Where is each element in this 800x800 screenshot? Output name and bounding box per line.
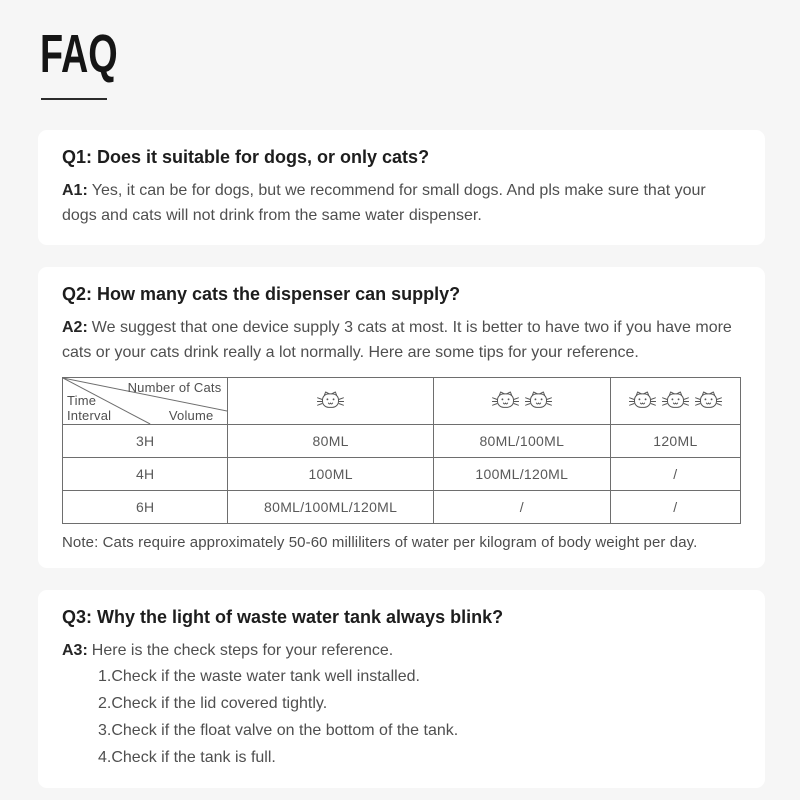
table-row bbox=[63, 425, 741, 458]
header-one-cat bbox=[228, 378, 433, 425]
cell-interval: 6H bbox=[63, 491, 228, 524]
answer-prefix-q1: A1: bbox=[62, 182, 88, 199]
supply-reference-table bbox=[62, 377, 741, 524]
faq-card-q3 bbox=[38, 590, 765, 788]
answer-text-q2: We suggest that one device supply 3 cats at most. It is better to have two if you have more cats or your cats drink really a lot normally. Here are some tips for your reference. bbox=[62, 319, 732, 361]
faq-card-q2 bbox=[38, 267, 765, 568]
cell-value: 80ML bbox=[228, 425, 433, 458]
cell-interval: 4H bbox=[63, 458, 228, 491]
table-row bbox=[63, 458, 741, 491]
question-q2: Q2: How many cats the dispenser can supply? bbox=[62, 284, 461, 304]
check-step: 3.Check if the float valve on the bottom of the tank. bbox=[98, 722, 459, 739]
faq-card-list bbox=[38, 130, 765, 788]
answer-prefix-q2: A2: bbox=[62, 319, 88, 336]
question-q3: Q3: Why the light of waste water tank always blink? bbox=[62, 607, 504, 627]
check-step: 1.Check if the waste water tank well installed. bbox=[98, 668, 420, 685]
cell-value: 120ML bbox=[610, 425, 740, 458]
header-two-cats bbox=[433, 378, 610, 425]
cat-face-icon bbox=[317, 391, 344, 412]
answer-q1 bbox=[62, 178, 741, 228]
page-title: FAQ bbox=[40, 24, 118, 84]
answer-prefix-q3: A3: bbox=[62, 642, 88, 659]
corner-label-number-of-cats: Number of Cats bbox=[127, 380, 222, 395]
cell-value: 80ML/100ML/120ML bbox=[228, 491, 433, 524]
answer-q3 bbox=[62, 638, 741, 663]
table-row bbox=[63, 491, 741, 524]
corner-label-interval: Interval bbox=[67, 408, 112, 423]
cell-value: / bbox=[433, 491, 610, 524]
title-underline bbox=[41, 98, 107, 100]
cat-face-icon bbox=[492, 391, 519, 412]
cat-face-icon bbox=[662, 391, 689, 412]
cell-value: 80ML/100ML bbox=[433, 425, 610, 458]
table-corner-cell bbox=[63, 378, 228, 425]
table-header-row bbox=[63, 378, 741, 425]
answer-q2 bbox=[62, 315, 741, 365]
check-step: 2.Check if the lid covered tightly. bbox=[98, 695, 328, 712]
faq-card-q1 bbox=[38, 130, 765, 245]
cell-value: 100ML bbox=[228, 458, 433, 491]
answer-text-q3: Here is the check steps for your reference. bbox=[91, 642, 394, 659]
cell-value: / bbox=[610, 458, 740, 491]
cell-value: / bbox=[610, 491, 740, 524]
check-step: 4.Check if the tank is full. bbox=[98, 749, 276, 766]
cell-interval: 3H bbox=[63, 425, 228, 458]
corner-label-volume: Volume bbox=[168, 408, 214, 423]
cat-face-icon bbox=[695, 391, 722, 412]
check-steps-list bbox=[98, 663, 741, 771]
question-q1: Q1: Does it suitable for dogs, or only cats? bbox=[62, 147, 430, 167]
cat-face-icon bbox=[629, 391, 656, 412]
answer-text-q1: Yes, it can be for dogs, but we recommend for small dogs. And pls make sure that your dogs and cats will not drink from the same water dispenser. bbox=[62, 182, 706, 224]
header-three-cats bbox=[610, 378, 740, 425]
corner-label-time: Time bbox=[67, 393, 97, 408]
cell-value: 100ML/120ML bbox=[433, 458, 610, 491]
table-note: Note: Cats require approximately 50-60 milliliters of water per kilogram of body weight per day. bbox=[62, 534, 698, 551]
cat-face-icon bbox=[525, 391, 552, 412]
